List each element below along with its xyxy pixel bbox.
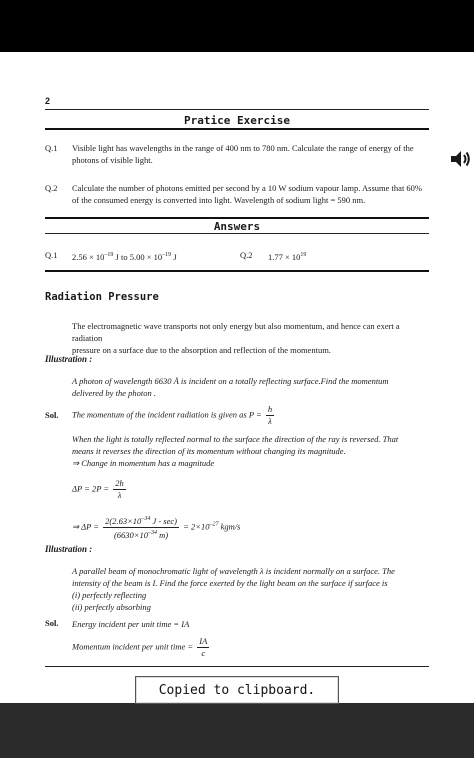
illustration-text: A photon of wavelength 6630 Å is incident on a totally reflecting surface.Find the momentum delivered by the photon .: [72, 376, 389, 398]
page-number: 2: [45, 96, 51, 106]
illustration-label: Illustration :: [45, 544, 93, 554]
answers-title: Answers: [213, 220, 261, 233]
answer-number: Q.1: [45, 250, 58, 260]
solution-label: Sol.: [45, 618, 59, 628]
divider: [45, 270, 429, 272]
status-bar: [0, 0, 474, 52]
equation: ΔP = 2P = $\frac{2h}{\lambda}$: [72, 478, 124, 500]
divider: [45, 217, 429, 219]
divider: [45, 666, 429, 667]
toast-notification: Copied to clipboard.: [135, 676, 339, 704]
question-text: Visible light has wavelengths in the range of 400 nm to 780 nm. Calculate the range of energy of the photons of visible light.: [72, 143, 414, 165]
question-text: Calculate the number of photons emitted per second by a 10 W sodium vapour lamp. Assume that 60% of the consumed energy is converted into light. Wavelength of sodium light = 590 nm.: [72, 183, 423, 205]
speaker-icon[interactable]: [448, 147, 472, 171]
answer-text: $1.77 \times 10^{19}$: [268, 251, 307, 262]
document-page: [0, 52, 474, 703]
answer-text: $2.56 \times 10^{-19}$ J to $5.00 \times 10^{-19}$ J: [72, 251, 177, 262]
paragraph: The electromagnetic wave transports not only energy but also momentum, and hence can exert a radiation pressure on a surface due to the absorption and reflection of the momentum.: [72, 321, 400, 355]
section-heading: Radiation Pressure: [45, 291, 159, 303]
solution-text: The momentum of the incident radiation is given as P = $\frac{h}{\lambda}$: [72, 404, 273, 426]
solution-text: When the light is totally reflected normal to the surface the direction of the ray is reversed. That means it reverses the direction of its momentum without changing its magnitude. ⇒ Change in momentum has a magnitude: [72, 434, 399, 468]
question-number: Q.2: [45, 183, 58, 193]
divider: [45, 128, 429, 130]
illustration-label: Illustration :: [45, 354, 93, 364]
exercise-title: Pratice Exercise: [184, 114, 290, 127]
equation: Momentum incident per unit time = $\frac{IA}{c}$: [72, 636, 208, 658]
solution-label: Sol.: [45, 410, 59, 420]
solution-text: Energy incident per unit time = IA: [72, 619, 190, 629]
bottom-bar: [0, 703, 474, 758]
divider: [45, 109, 429, 110]
answer-number: Q.2: [240, 250, 253, 260]
divider: [45, 233, 429, 234]
question-number: Q.1: [45, 143, 58, 153]
equation: ⇒ ΔP = $\frac{2(2.63\times 10^{-34} J - \sec)}{(6630\times 10^{-34} m)}$ = $2\times 10^{-27}$ kgm/s: [72, 515, 241, 540]
illustration-text: A parallel beam of monochromatic light of wavelength λ is incident normally on a surface. The intensity of the beam is I. Find the force exerted by the light beam on the surface if surface is (i) perfectly reflecting (ii) perfectly absorbing: [72, 566, 395, 612]
